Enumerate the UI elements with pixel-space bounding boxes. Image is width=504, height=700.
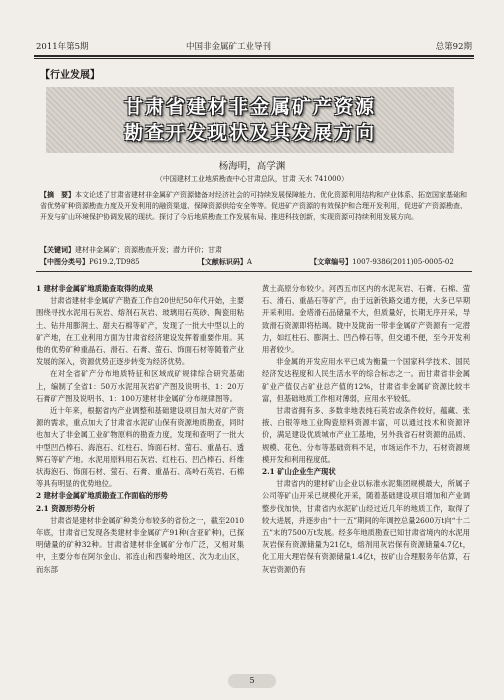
paragraph: 甘肃省内的建材矿山企业以标准水泥集团规模最大，所属子公司等矿山开采已规模化开采，随着基础建设项目增加和产业调整步伐加快，甘肃省内水泥矿山经过近几年的地质工作，取得了较大进展，并逐步由“十一五”期间的年调控总量2600万t向“十二五”末的7500万t发展。经多年地质勘查已知甘肃省境内的水泥用灰岩保有资源储量为21亿t，熔剂用灰岩保有资源储量4.7亿t，化工用大理岩保有资源储量1.4亿t，按矿山合理服务年估算，石灰岩资源仍有 [262,479,470,574]
paragraph: 2.1 矿山企业生产现状 [262,467,336,477]
clc-field [40,258,140,266]
affiliation: （中国建材工业地质勘查中心甘肃总队，甘肃 天水 741000） [155,175,349,183]
body-column-left [36,283,244,576]
title-line-2: 勘查开发现状及其发展方向 [123,122,376,144]
total-issue-label: 总第92期 [435,42,472,52]
paragraph: 非金属的开发应用水平已成为衡量一个国家科学技术、国民经济发达程度和人民生活水平的综合标志之一。而甘肃省非金属矿业产值仅占矿业总产值的12%，甘肃省非金属矿资源比较丰富，但基础地质工作相对薄弱，应用水平较低。 [262,357,470,403]
paragraph: 在对全省矿产分布地质特征和区域成矿规律综合研究基础上，编制了全省1：50万水泥用灰岩矿产图及说明书、1：20万石膏矿产图及说明书、1：100万建材非金属矿分布规律图等。 [36,369,244,403]
paragraph: 2 建材非金属矿地质勘查工作面临的形势 [36,491,168,501]
abstract [40,189,472,223]
keywords-text: 建材非金属矿；资源勘查开发；潜力评价；甘肃 [75,246,222,254]
authors: 杨海明，高学渊 [218,161,286,172]
paragraph: 2.1 资源形势分析 [36,503,96,513]
running-header [36,40,472,54]
doc-code-value: A [246,258,252,266]
article-meta [40,244,472,268]
header-rule-thick [34,55,474,57]
title-line-1: 甘肃省建材非金属矿产资源 [123,96,376,118]
header-rule-thin [34,58,474,59]
abstract-text: 本文论述了甘肃省建材非金属矿产资源储备对经济社会的可持续发展保障能力、优化资源利用结构和产业体系、拓宽国家基础和省优势矿种资源勘查力度及开发利用的融资渠道、保障资源供给安全等等。促进矿产资源的有效保护和合理开发利用，促进矿产资源勘查、开发与矿山环境保护协调发展的现状。探讨了今后地质勘查工作发展布局、推进科技创新，实现资源可持续利用发展方向。 [40,191,467,221]
clc-label: 【中图分类号】 [40,257,89,266]
paragraph: 近十年来，根据省内产业调整和基础建设项目加大对矿产资源的需求，重点加大了甘肃省水泥矿山保有资源地质勘查，同时也加大了非金属工业矿物原料的勘查力度，发现和查明了一批大中型凹凸棒石、海泡石、红柱石、饰面石材、萤石、重晶石、透辉石等矿产地。水泥用原料用石灰岩、红柱石、凹凸棒石、纤维状海泡石、饰面石材、萤石、石膏、重晶石、高岭石英岩、石棉等具有明显的优势地位。 [36,406,244,489]
doc-code-label: 【文献标识码】 [197,257,247,266]
doc-code-field [198,258,252,266]
section-label: 【行业发展】 [40,70,100,81]
issue-label: 2011年第5期 [36,42,89,52]
article-id-field [310,258,454,266]
abstract-divider [36,271,472,272]
classification-line [40,256,472,268]
journal-name: 中国非金属矿工业导刊 [186,42,272,52]
page-number: 5 [228,674,276,688]
clc-value: P619.2,TD985 [89,258,140,266]
article-id-value: 1007-9386(2011)05-0005-02 [352,258,454,266]
abstract-label: 【摘 要】 [40,190,75,199]
keywords-line [40,244,472,256]
paragraph: 1 建材非金属矿地质勘查取得的成果 [36,284,154,293]
paragraph: 黄土高原分布较少。河西五市区内的水泥灰岩、石膏、石棉、萤石、滑石、重晶石等矿产，由于远新铁路交通方便，大多已早期开采利用。金塔滑石品储量不大，但质量好，长期无序开采，导致滑石资源即将枯竭。陇中及陇南一带非金属矿产资源有一定潜力，如红柱石、膨润土、凹凸棒石等，但交通不便，至今开发利用者较少。 [262,284,470,355]
body-column-right [262,283,470,576]
paragraph: 甘肃省是建材非金属矿种类分布较多的省份之一，截至2010年底，甘肃省已发现各类建材非金属矿产91种(含亚矿种)，已探明储量的矿种32种。甘肃省建材非金属矿分布广泛，又相对集中，主要分布在阿尔金山、祁连山和西秦岭地区、次为北山区，而东部 [36,515,244,574]
paragraph: 甘肃省拥有多、多数非地表纯石英岩或条件较好，蕴藏、张掖、白银等地工业陶瓷原料资源丰富，可以通过技术和资源评价，满足建设优质城市产业工基地，另外我省石材资源的品质、规模、花色、分布等基础资料不足，市场运作不力，石材资源规模开发和利用程度低。 [262,406,470,464]
paragraph: 甘肃省建材非金属矿产勘查工作自20世纪50年代开始，主要围绕寻找水泥用石灰岩、熔剂石灰岩、玻璃用石英砂、陶瓷用粘土、钻井用膨润土、甜夫石棉等矿产，发现了一批大中型以上的矿产地，在工业利用方面为甘肃省经济建设发挥着重要作用。其他的优势矿种重晶石、滑石、石膏、萤石、饰面石材等随着产业发展的深入，资源优势正逐步转变为经济优势。 [36,296,244,367]
article-id-label: 【文章编号】 [310,257,353,266]
keywords-label: 【关键词】 [40,245,75,254]
